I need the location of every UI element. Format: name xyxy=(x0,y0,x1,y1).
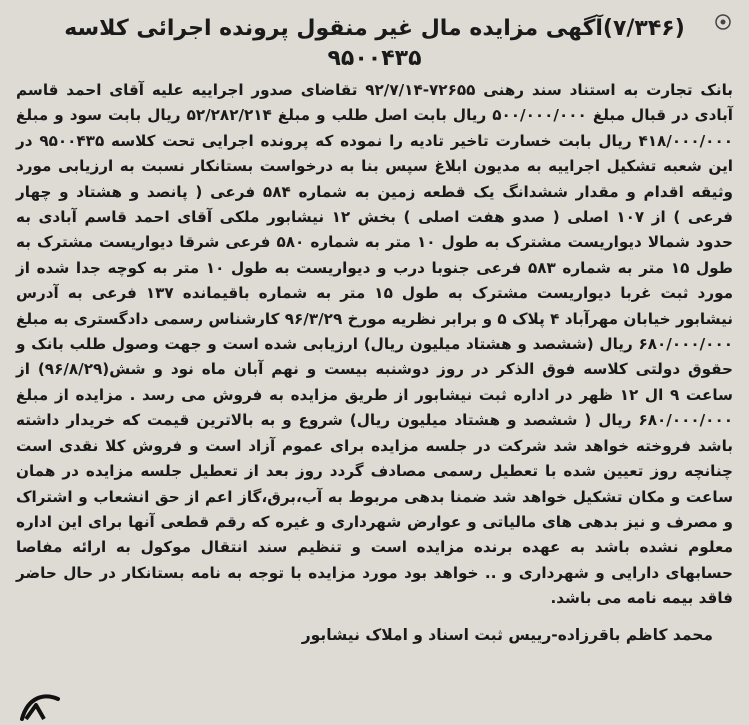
corner-stamp-icon xyxy=(713,12,733,32)
notice-signature: محمد کاظم باقرزاده-رییس ثبت اسناد و املاک نیشابور xyxy=(301,625,713,644)
notice-body xyxy=(16,78,733,612)
notice-paragraph: بانک تجارت به استناد سند رهنی ۷۲۶۵۵-۹۲/۷/۱۴ تقاضای صدور اجراییه علیه آقای احمد قاسم آبادی در قبال مبلغ ۵۰۰/۰۰۰/۰۰۰ ریال بابت اصل طلب و مبلغ ۵۲/۲۸۲/۲۱۴ ریال بابت سود و مبلغ ۴۱۸/۰۰۰/۰۰۰ ریال بابت خسارت تاخیر تادیه را نموده که پرونده اجرایی تحت کلاسه ۹۵۰۰۴۳۵ در این شعبه تشکیل اجراییه به مدیون ابلاغ سپس بنا به درخواست بستانکار نسبت به ارزیابی مورد وثیقه اقدام و مقدار ششدانگ یک قطعه زمین به شماره ۵۸۴ فرعی ( پانصد و هشتاد و چهار فرعی ) از ۱۰۷ اصلی ( صدو هفت اصلی ) بخش ۱۲ نیشابور ملکی آقای احمد قاسم آبادی به حدود شمالا دیواریست مشترک به طول ۱۰ متر به شماره ۵۸۰ فرعی شرقا دیواریست مشترک به طول ۱۵ متر به شماره ۵۸۳ فرعی جنوبا درب و دیواریست به طول ۱۰ متر به کوچه جدا شده از مورد ثبت غربا دیواریست مشترک به طول ۱۵ متر به شماره باقیمانده ۱۳۷ فرعی به آدرس نیشابور خیابان مهرآباد ۴ پلاک ۵ و برابر نظریه مورخ ۹۶/۳/۲۹ کارشناس رسمی دادگستری به مبلغ ۶۸۰/۰۰۰/۰۰۰ ریال (ششصد و هشتاد میلیون ریال) ارزیابی شده است و جهت وصول طلب بانک و حقوق دولتی کلاسه فوق الذکر در روز دوشنبه بیست و نهم آبان ماه نود و شش(۹۶/۸/۲۹) از ساعت ۹ ال ۱۲ ظهر در اداره ثبت نیشابور از طریق مزایده به فروش می رسد . مزایده از مبلغ ۶۸۰/۰۰۰/۰۰۰ ریال ( ششصد و هشتاد میلیون ریال) شروع و به بالاترین قیمت که خریدار داشته باشد فروخته خواهد شد شرکت در جلسه مزایده برای عموم آزاد است و فروش کلا نقدی است چنانچه روز تعیین شده با تعطیل رسمی مصادف گردد روز بعد از تعطیل جلسه مزایده در همان ساعت و مکان تشکیل خواهد شد ضمنا بدهی مربوط به آب،برق،گاز اعم از حق انشعاب و اشتراک و مصرف و نیز بدهی های مالیاتی و عوارض شهرداری و غیره که رقم قطعی آنها برای این اداره معلوم نشده باشد به عهده برنده مزایده است و تنظیم سند انتقال موکول به ارائه مفاصا حسابهای دارایی و شهرداری و .. خواهد بود مورد مزایده با توجه به نامه بستانکار در حال حاضر فاقد بیمه نامه می باشد. xyxy=(16,81,734,608)
newspaper-logo-icon xyxy=(18,689,62,723)
notice-title: (۷/۳۴۶)آگهی مزایده مال غیر منقول پرونده اجرائی کلاسه ۹۵۰۰۴۳۵ xyxy=(64,16,685,71)
